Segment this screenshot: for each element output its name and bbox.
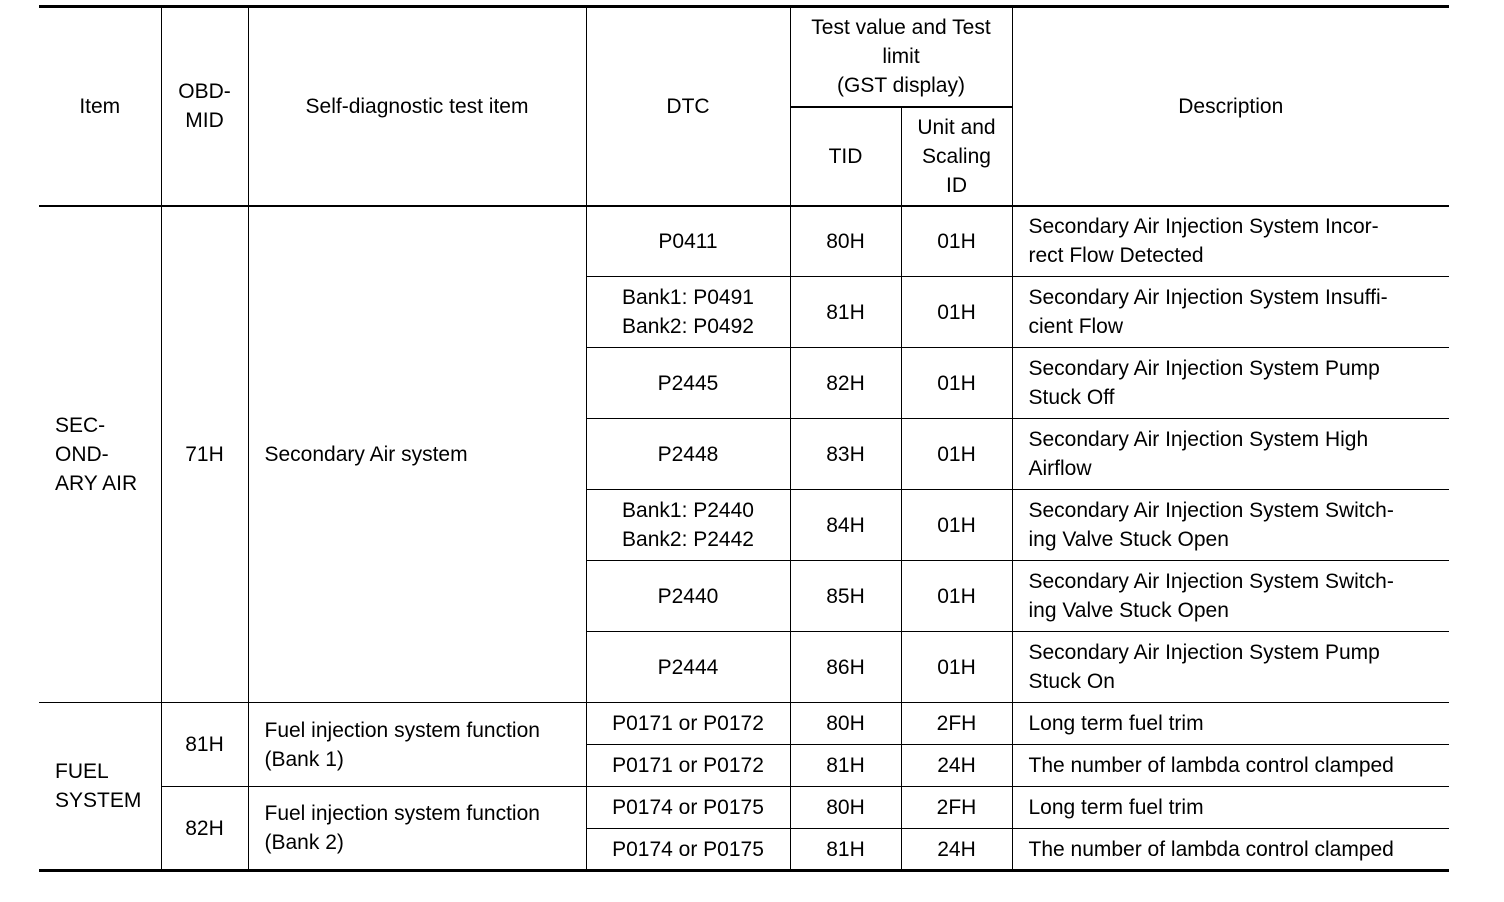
header-self-diagnostic-test-item: Self-diagnostic test item	[248, 7, 586, 206]
tid-cell: 82H	[790, 348, 901, 419]
tid-cell: 81H	[790, 745, 901, 787]
dtc-cell: P0174 or P0175	[586, 829, 790, 871]
description-cell: Secondary Air Injection System Pump Stuck On	[1012, 632, 1449, 703]
self-diagnostic-item-cell: Secondary Air system	[248, 206, 586, 703]
description-cell: Secondary Air Injection System Switch- ing Valve Stuck Open	[1012, 561, 1449, 632]
description-cell: Long term fuel trim	[1012, 787, 1449, 829]
tid-cell: 85H	[790, 561, 901, 632]
obd-mid-cell: 82H	[161, 787, 248, 871]
header-item: Item	[39, 7, 161, 206]
dtc-cell: P2445	[586, 348, 790, 419]
dtc-cell: P2444	[586, 632, 790, 703]
header-description: Description	[1012, 7, 1449, 206]
dtc-cell: P2448	[586, 419, 790, 490]
obd-mid-cell: 81H	[161, 703, 248, 787]
header-obd-mid: OBD- MID	[161, 7, 248, 206]
description-cell: Long term fuel trim	[1012, 703, 1449, 745]
dtc-cell: Bank1: P0491 Bank2: P0492	[586, 277, 790, 348]
description-cell: Secondary Air Injection System Switch- ing Valve Stuck Open	[1012, 490, 1449, 561]
self-diagnostic-item-cell: Fuel injection system function (Bank 1)	[248, 703, 586, 787]
unit-cell: 01H	[901, 206, 1012, 277]
item-secondary-air: SEC- OND- ARY AIR	[39, 206, 161, 703]
tid-cell: 80H	[790, 206, 901, 277]
obd-mid-cell: 71H	[161, 206, 248, 703]
tid-cell: 83H	[790, 419, 901, 490]
description-cell: The number of lambda control clamped	[1012, 829, 1449, 871]
unit-cell: 01H	[901, 490, 1012, 561]
unit-cell: 24H	[901, 829, 1012, 871]
table-row	[39, 787, 1449, 829]
dtc-cell: P0174 or P0175	[586, 787, 790, 829]
unit-cell: 2FH	[901, 787, 1012, 829]
unit-cell: 01H	[901, 348, 1012, 419]
unit-cell: 24H	[901, 745, 1012, 787]
tid-cell: 80H	[790, 703, 901, 745]
tid-cell: 86H	[790, 632, 901, 703]
dtc-cell: P0411	[586, 206, 790, 277]
tid-cell: 80H	[790, 787, 901, 829]
unit-cell: 01H	[901, 419, 1012, 490]
description-cell: Secondary Air Injection System Incor- rect Flow Detected	[1012, 206, 1449, 277]
table-row	[39, 206, 1449, 277]
item-fuel-system: FUEL SYSTEM	[39, 703, 161, 871]
dtc-cell: P0171 or P0172	[586, 703, 790, 745]
dtc-cell: Bank1: P2440 Bank2: P2442	[586, 490, 790, 561]
self-diagnostic-item-cell: Fuel injection system function (Bank 2)	[248, 787, 586, 871]
unit-cell: 01H	[901, 277, 1012, 348]
tid-cell: 81H	[790, 829, 901, 871]
tid-cell: 84H	[790, 490, 901, 561]
unit-cell: 01H	[901, 561, 1012, 632]
obd-test-table	[39, 5, 1449, 872]
table-row	[39, 703, 1449, 745]
unit-cell: 2FH	[901, 703, 1012, 745]
tid-cell: 81H	[790, 277, 901, 348]
header-tid: TID	[790, 107, 901, 206]
description-cell: Secondary Air Injection System Insuffi- cient Flow	[1012, 277, 1449, 348]
dtc-cell: P0171 or P0172	[586, 745, 790, 787]
dtc-cell: P2440	[586, 561, 790, 632]
header-unit-scaling-id: Unit and Scaling ID	[901, 107, 1012, 206]
unit-cell: 01H	[901, 632, 1012, 703]
header-test-value: Test value and Test limit (GST display)	[790, 7, 1012, 107]
header-dtc: DTC	[586, 7, 790, 206]
description-cell: Secondary Air Injection System Pump Stuck Off	[1012, 348, 1449, 419]
description-cell: Secondary Air Injection System High Airflow	[1012, 419, 1449, 490]
description-cell: The number of lambda control clamped	[1012, 745, 1449, 787]
